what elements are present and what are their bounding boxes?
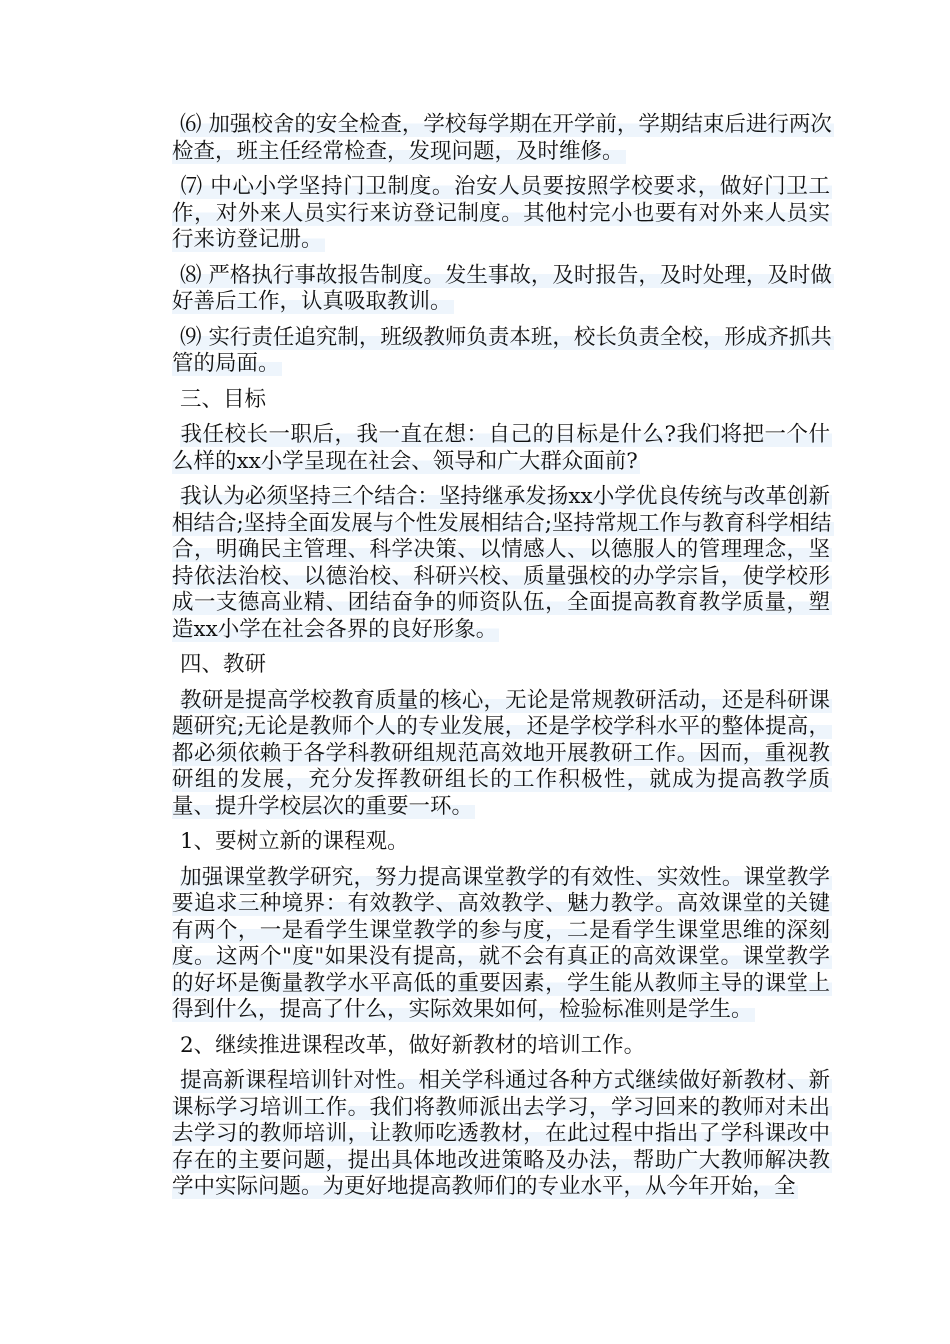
section-heading-goals: 三、目标 xyxy=(180,386,267,412)
subheading-curriculum-reform: 2、继续推进课程改革，做好新教材的培训工作。 xyxy=(180,1032,646,1058)
paragraph-three-combinations: 我认为必须坚持三个结合：坚持继承发扬xx小学优良传统与改革创新相结合;坚持全面发展与个性发展相结合;坚持常规工作与教育科学相结合，明确民主管理、科学决策、以情感人、以德服人的管理理念，坚持依法治校、以德治校、科研兴校、质量强校的办学宗旨，使学校形成一支德高业精、团结奋争的师资队伍，全面提高教育教学质量，塑造xx小学在社会各界的良好形象。 xyxy=(172,484,832,642)
paragraph-classroom-teaching: 加强课堂教学研究，努力提高课堂教学的有效性、实效性。课堂教学要追求三种境界：有效教学、高效教学、魅力教学。高效课堂的关键有两个，一是看学生课堂教学的参与度，二是看学生课堂思维的深刻度。这两个"度"如果没有提高，就不会有真正的高效课堂。课堂教学的好坏是衡量教学水平高低的重要因素，学生能从教师主导的课堂上得到什么，提高了什么，实际效果如何，检验标准则是学生。 xyxy=(172,864,830,1022)
paragraph-research-core: 教研是提高学校教育质量的核心，无论是常规教研活动，还是科研课题研究;无论是教师个人的专业发展，还是学校学科水平的整体提高，都必须依赖于各学科教研组规范高效地开展教研工作。因而，重视教研组的发展，充分发挥教研组长的工作积极性，就成为提高教学质量、提升学校层次的重要一环。 xyxy=(172,687,830,819)
document-page xyxy=(172,112,832,1210)
paragraph-accountability: ⑼ 实行责任追究制，班级教师负责本班，校长负责全校，形成齐抓共管的局面。 xyxy=(172,324,832,376)
paragraph-safety-inspection: ⑹ 加强校舍的安全检查，学校每学期在开学前，学期结束后进行两次检查，班主任经常检查，发现问题，及时维修。 xyxy=(172,112,832,164)
paragraph-gatekeeper: ⑺ 中心小学坚持门卫制度。治安人员要按照学校要求，做好门卫工作，对外来人员实行来访登记制度。其他村完小也要有对外来人员实行来访登记册。 xyxy=(172,174,830,252)
paragraph-training: 提高新课程培训针对性。相关学科通过各种方式继续做好新教材、新课标学习培训工作。我们将教师派出去学习，学习回来的教师对未出去学习的教师培训，让教师吃透教材，在此过程中指出了学科课改中存在的主要问题，提出具体地改进策略及办法，帮助广大教师解决教学中实际问题。为更好地提高教师们的专业水平，从今年开始，全 xyxy=(172,1068,830,1199)
section-heading-research: 四、教研 xyxy=(180,652,267,677)
paragraph-goal-question: 我任校长一职后，我一直在想：自己的目标是什么?我们将把一个什么样的xx小学呈现在社会、领导和广大群众面前? xyxy=(172,422,830,474)
subheading-curriculum-view: 1、要树立新的课程观。 xyxy=(180,829,409,854)
paragraph-accident-report: ⑻ 严格执行事故报告制度。发生事故，及时报告，及时处理，及时做好善后工作，认真吸取教训。 xyxy=(172,262,832,314)
